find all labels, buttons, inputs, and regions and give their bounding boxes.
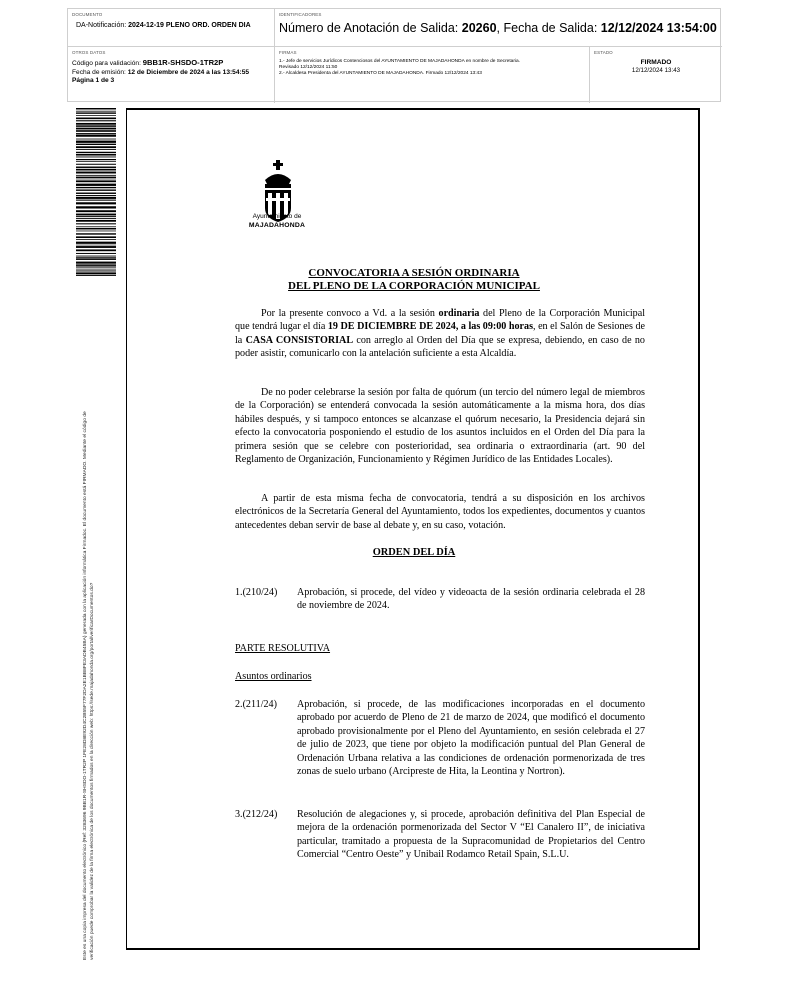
logo-text-ayuntamiento: Ayuntamiento de: [252, 213, 302, 220]
estado-value: FIRMADO: [640, 59, 672, 66]
barcode-image: [76, 108, 116, 276]
p1-ordinaria: ordinaria: [438, 308, 480, 319]
otros-datos-cell: [68, 47, 275, 103]
documento-value: 2024-12-19 PLENO ORD. ORDEN DIA: [128, 22, 251, 29]
codigo-label: Código para validación:: [72, 60, 143, 67]
p1-text-c: del Pleno de la Corporación Municipal que tendrá lugar el día: [235, 308, 646, 333]
estado-cell: [590, 47, 722, 103]
anotacion-label: Número de Anotación de Salida:: [279, 21, 462, 35]
logo-text-majadahonda: MAJADAHONDA: [248, 222, 306, 229]
agenda-item-text: Aprobación, si procede, del vídeo y videoacta de la sesión ordinaria celebrada el 28 de noviembre de 2024.: [297, 587, 645, 612]
coat-of-arms-logo: [245, 160, 311, 252]
documento-label: DOCUMENTO: [72, 12, 103, 17]
identificadores-label: IDENTIFICADORES: [279, 12, 322, 17]
asuntos-ordinarios-heading: Asuntos ordinarios: [235, 671, 312, 682]
documento-prefix: DA-Notificación:: [76, 22, 127, 29]
firma-2: 2.- Alcaldesa Presidenta del AYUNTAMIENTO DE MAJADAHONDA. Firmado 12/12/2024 13:43: [279, 71, 482, 76]
agenda-item-1: [235, 586, 645, 613]
estado-label: ESTADO: [594, 50, 613, 55]
agenda-item-number: 3.(212/24): [235, 809, 278, 820]
firma-1: 1.- Jefe de servicios Jurídicos Contenciosos del AYUNTAMIENTO DE MAJADAHONDA en nombre de Secretaria.: [279, 59, 521, 64]
document-title-line-2: DEL PLENO DE LA CORPORACIÓN MUNICIPAL: [288, 280, 540, 292]
anotacion-number: 20260: [461, 21, 497, 35]
pagina-indicator: Página 1 de 3: [72, 77, 115, 84]
documento-cell: [68, 9, 275, 47]
firmas-cell: [275, 47, 590, 103]
side-verification-text: [83, 300, 96, 960]
agenda-item-text: Aprobación, si procede, de las modificaciones incorporadas en el documento aprobado por acuerdo de Pleno de 21 de marzo de 2024, que modificó el documento aprobado provisionalmente por el Pleno del Ayuntamiento, en sesión celebrada el 27 de julio de 2023, que tiene por objeto la modificación puntual del Plan General de Ordenación Urbana relativa a las condiciones de ordenación pormenorizada de tres zonas de suelo urbano (Arcipreste de Hita, la Leontina y Nortron).: [297, 699, 645, 778]
fecha-salida-label: , Fecha de Salida:: [496, 21, 601, 35]
identificadores-cell: [275, 9, 722, 47]
firma-1-revisado: Revisado 12/12/2024 11:50: [279, 65, 338, 70]
agenda-item-3: [235, 808, 645, 862]
p1-text-e: , en el Salón de Sesiones de la: [235, 321, 645, 346]
agenda-item-text: Resolución de alegaciones y, si procede, aprobación definitiva del Plan Especial de mejora de la ordenación pormenorizada del Sector V “El Canalero II”, de iniciativa particular, tramitado a propuesta de la Supracomunidad de Propietarios del Centro Comercial “Centro Oeste” y Unibail Rodamco Retail Spain, S.L.U.: [297, 809, 645, 861]
parte-resolutiva-heading: PARTE RESOLUTIVA: [235, 643, 331, 654]
estado-date: 12/12/2024 13:43: [631, 67, 681, 74]
document-page: [126, 108, 700, 950]
paragraph-quorum: De no poder celebrarse la sesión por falta de quórum (un tercio del número legal de miembros de la Corporación) se entenderá convocada la sesión automáticamente a la misma hora, dos días hábiles después, y si tampoco entonces se alcanzase el quórum necesario, la Presidencia dejará sin efecto la convocatoria posponiendo el estudio de los asuntos incluidos en el Orden del Día para la primera sesión que se celebre con posterioridad, sea ordinaria o extraordinaria (art. 90 del Reglamento de Organización, Funcionamiento y Régimen Jurídico de las Entidades Locales).: [235, 387, 645, 466]
document-metadata-table: [67, 8, 721, 102]
p1-casa-consistorial: CASA CONSISTORIAL: [245, 334, 354, 346]
agenda-item-number: 1.(210/24): [235, 587, 278, 598]
fecha-salida-value: 12/12/2024 13:54:00: [600, 21, 717, 35]
agenda-item-2: [235, 698, 645, 778]
document-title-line-1: CONVOCATORIA A SESIÓN ORDINARIA: [308, 267, 520, 279]
side-text-line-1: Este es una copia impresa del documento electrónico (Ref: 3283696 9BB1R-SHSDO-1TR2P 1FE28D8E92D4C2B55F77F2DA2E1BB8FE3ADB45BA) generada con la aplicación informática Firmadoc. El documento está FIRMADO. Mediante el código de: [83, 411, 88, 960]
otros-datos-label: OTROS DATOS: [72, 50, 106, 55]
orden-del-dia-title: ORDEN DEL DÍA: [372, 547, 456, 558]
codigo-value: 9BB1R-SHSDO-1TR2P: [142, 58, 224, 67]
paragraph-disposicion: A partir de esta misma fecha de convocatoria, tendrá a su disposición en los archivos electrónicos de la Secretaría General del Ayuntamiento, todos los expedientes, documentos y cuantos antecedentes deban servir de base al debate y, en su caso, votación.: [235, 493, 645, 531]
emision-value: 12 de Diciembre de 2024 a las 13:54:55: [127, 68, 250, 76]
p1-text-a: Por la presente convoco a Vd. a la sesión: [261, 308, 439, 319]
agenda-item-number: 2.(211/24): [235, 699, 277, 710]
p1-text-g: con arreglo al Orden del Día que se expresa, debiendo, en caso de no poder asistir, comunicarlo con la antelación suficiente a esta Alcaldía.: [235, 334, 645, 360]
firmas-label: FIRMAS: [279, 50, 297, 55]
emision-label: Fecha de emisión:: [72, 68, 128, 76]
side-text-line-2: verificación puede comprobar la validez de la firma electrónica de los documentos firmados en la dirección web: https://sede.majadahonda.org/portal/verificarDocumentos.do?: [89, 582, 95, 960]
paragraph-convocatoria: [235, 307, 645, 361]
p1-fecha-hora: 19 DE DICIEMBRE DE 2024, a las 09:00 horas: [327, 321, 534, 333]
